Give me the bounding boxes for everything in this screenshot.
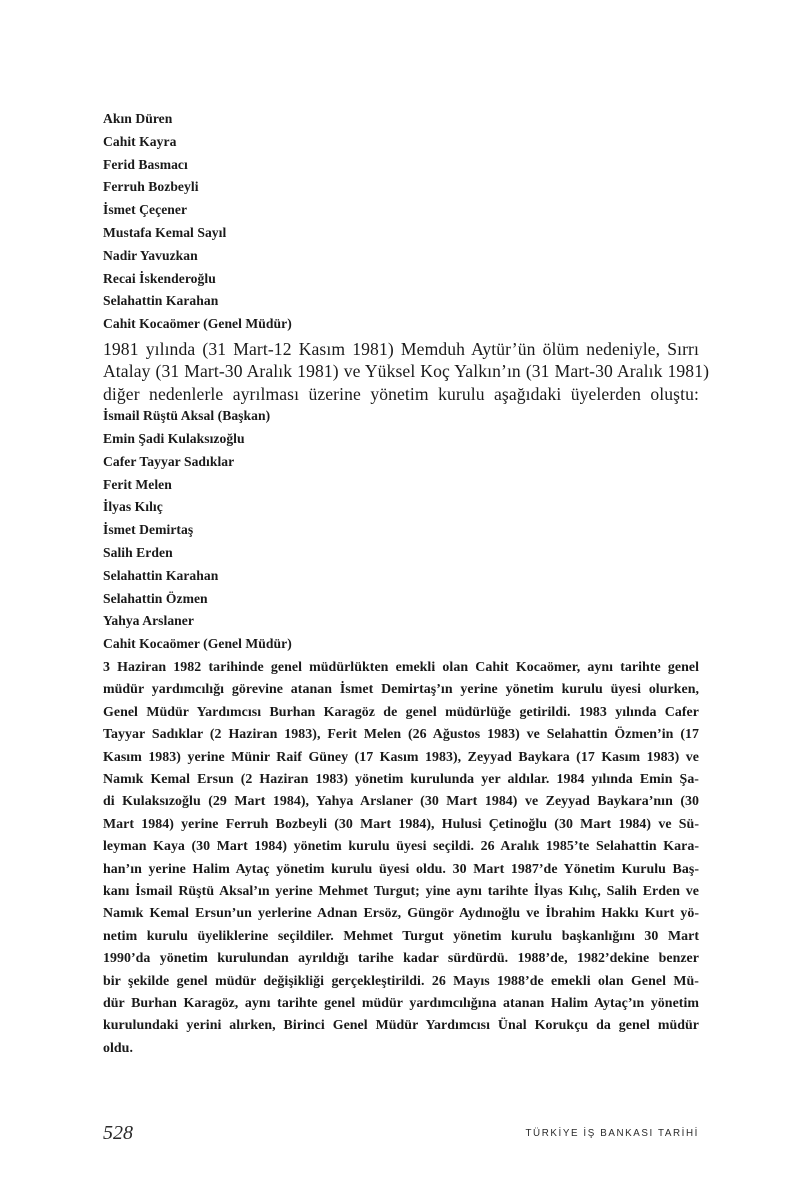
board-member: Ferruh Bozbeyli [103, 179, 199, 195]
paragraph-line: han’ın yerine Halim Aytaç yönetim kurulu üyesi oldu. 30 Mart 1987’de Yönetim Kurulu Baş- [103, 861, 699, 877]
paragraph-line: Genel Müdür Yardımcısı Burhan Karagöz de genel müdürlüğe getirildi. 1983 yılında Cafer [103, 704, 699, 720]
paragraph-line: 3 Haziran 1982 tarihinde genel müdürlükten emekli olan Cahit Kocaömer, aynı tarihte genel [103, 659, 699, 675]
board-member: Recai İskenderoğlu [103, 270, 216, 286]
paragraph-line: diğer nedenlerle ayrılması üzerine yönetim kurulu aşağıdaki üyelerden oluştu: [103, 383, 699, 404]
history-paragraph [103, 657, 699, 1060]
board-member: Selahattin Karahan [103, 567, 219, 583]
board-member: Akın Düren [103, 111, 173, 126]
board-member: Ferit Melen [103, 476, 172, 492]
second-board-member-list [103, 405, 699, 656]
paragraph-line: Tayyar Sadıklar (2 Haziran 1983), Ferit Melen (26 Ağustos 1983) ve Selahattin Özmen’in (17 [103, 727, 699, 743]
board-member: İlyas Kılıç [103, 499, 163, 515]
running-title: TÜRKİYE İŞ BANKASI TARİHİ [525, 1128, 699, 1139]
board-member: İsmet Demirtaş [103, 522, 194, 538]
paragraph-line: Namık Kemal Ersun’un yerlerine Adnan Ersöz, Güngör Aydınoğlu ve İbrahim Hakkı Kurt yö- [103, 906, 699, 922]
board-member: Salih Erden [103, 544, 173, 560]
board-member: Selahattin Karahan [103, 293, 219, 309]
paragraph-line: leyman Kaya (30 Mart 1984) yönetim kurulu üyesi seçildi. 26 Aralık 1985’te Selahattin Kara- [103, 839, 699, 855]
paragraph-line: oldu. [103, 1040, 133, 1056]
paragraph-line: dür Burhan Karagöz, aynı tarihte genel müdür yardımcılığına atanan Halim Aytaç’ın yönetim [103, 996, 699, 1012]
board-member: Selahattin Özmen [103, 590, 208, 606]
board-member: Ferid Basmacı [103, 156, 188, 172]
paragraph-line: müdür yardımcılığı görevine atanan İsmet Demirtaş’ın yerine yönetim kurulu üyesi olurken, [103, 682, 699, 698]
board-member: Cahit Kocaömer (Genel Müdür) [103, 316, 292, 332]
page-number: 528 [103, 1122, 133, 1144]
paragraph-line: Kasım 1983) yerine Münir Raif Güney (17 Kasım 1983), Zeyyad Baykara (17 Kasım 1983) ve [103, 749, 699, 765]
paragraph-line: 1990’da yönetim kurulundan ayrıldığı tarihe kadar sürdürdü. 1988’de, 1982’dekine benzer [103, 951, 699, 967]
board-member: Cahit Kayra [103, 133, 177, 149]
intro-paragraph [103, 338, 710, 405]
paragraph-line: Atalay (31 Mart-30 Aralık 1981) ve Yüksel Koç Yalkın’ın (31 Mart-30 Aralık 1981) [103, 361, 710, 382]
board-member: İsmail Rüştü Aksal (Başkan) [103, 408, 271, 424]
board-member: Cafer Tayyar Sadıklar [103, 453, 235, 469]
page-footer [103, 1120, 699, 1150]
board-member: İsmet Çeçener [103, 202, 188, 218]
board-member: Nadir Yavuzkan [103, 247, 198, 263]
first-board-member-list [103, 108, 699, 336]
board-member: Emin Şadi Kulaksızoğlu [103, 430, 245, 446]
paragraph-line: Namık Kemal Ersun (2 Haziran 1983) yönetim kurulunda yer aldılar. 1984 yılında Emin Şa- [103, 771, 699, 787]
paragraph-line: 1981 yılında (31 Mart-12 Kasım 1981) Memduh Aytür’ün ölüm nedeniyle, Sırrı [103, 338, 699, 359]
page-body [103, 108, 710, 1060]
paragraph-line: Mart 1984) yerine Ferruh Bozbeyli (30 Mart 1984), Hulusi Çetinoğlu (30 Mart 1984) ve Sü- [103, 816, 699, 832]
paragraph-line: di Kulaksızoğlu (29 Mart 1984), Yahya Arslaner (30 Mart 1984) ve Zeyyad Baykara’nın (30 [103, 794, 699, 810]
board-member: Mustafa Kemal Sayıl [103, 224, 227, 240]
paragraph-line: kurulundaki yerini alırken, Birinci Genel Müdür Yardımcısı Ünal Korukçu da genel müdür [103, 1018, 699, 1034]
paragraph-line: netim kurulu üyeliklerine seçildiler. Mehmet Turgut yönetim kurulu başkanlığını 30 Mart [103, 928, 699, 944]
board-member: Yahya Arslaner [103, 613, 194, 629]
paragraph-line: kanı İsmail Rüştü Aksal’ın yerine Mehmet Turgut; yine aynı tarihte İlyas Kılıç, Salih Erden ve [103, 884, 699, 900]
board-member: Cahit Kocaömer (Genel Müdür) [103, 636, 292, 652]
paragraph-line: bir şekilde genel müdür değişikliği gerçekleştirildi. 26 Mayıs 1988’de emekli olan Genel Mü- [103, 973, 699, 989]
